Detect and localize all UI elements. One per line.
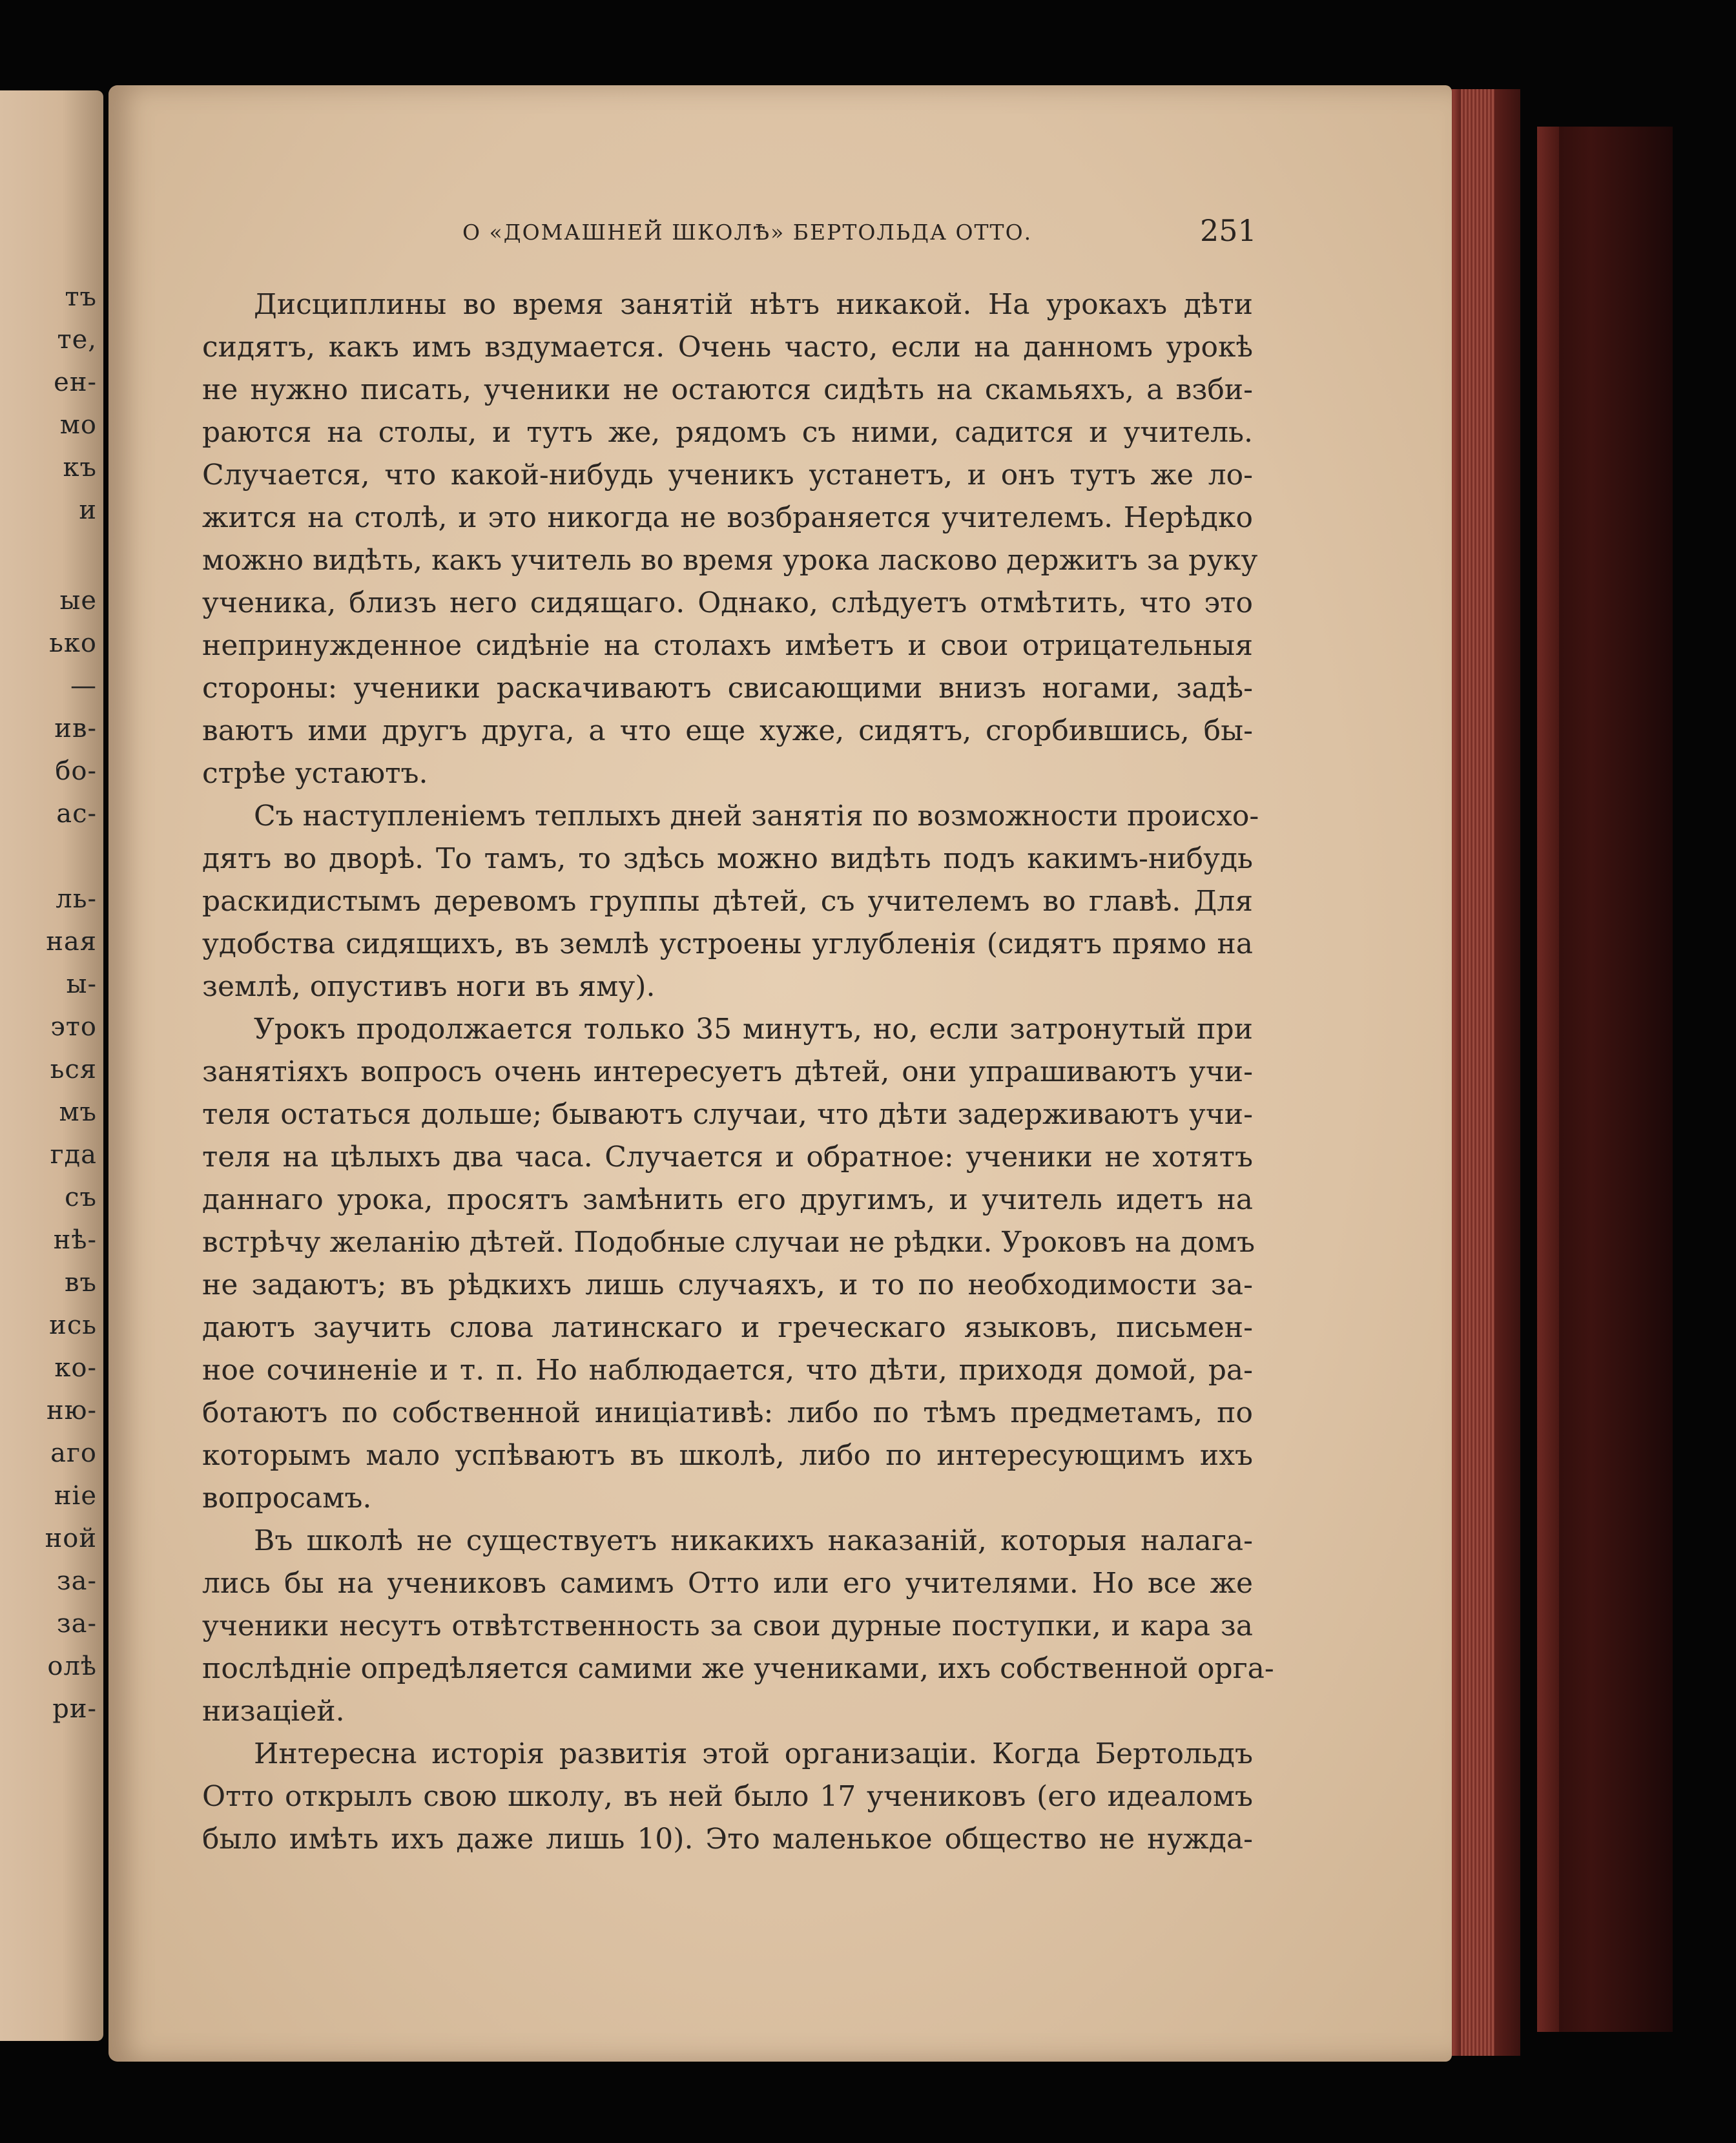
left-page-fragment: ко- <box>54 1353 97 1383</box>
text-line: ученика, близъ него сидящаго. Однако, слѣдуетъ отмѣтить, что это <box>202 586 1253 619</box>
left-page-fragment: это <box>50 1012 97 1042</box>
left-page-fragment: мъ <box>59 1097 97 1127</box>
text-line: было имѣть ихъ даже лишь 10). Это маленькое общество не нужда- <box>202 1823 1253 1856</box>
left-page-fragment: ль- <box>56 884 97 914</box>
left-page-fragment: ен- <box>54 368 97 397</box>
text-line: низаціей. <box>202 1695 345 1728</box>
left-page-fragment: ые <box>59 586 97 616</box>
text-line: лись бы на учениковъ самимъ Отто или его учителями. Но все же <box>202 1567 1253 1600</box>
text-line: землѣ, опустивъ ноги въ яму). <box>202 970 656 1003</box>
left-page-fragment: бо- <box>55 756 97 786</box>
left-page-fragment: ись <box>49 1310 97 1340</box>
text-line: можно видѣть, какъ учитель во время урока ласково держитъ за руку <box>202 544 1258 577</box>
book-cover-edge <box>1537 127 1559 2032</box>
text-line: ное сочиненіе и т. п. Но наблюдается, что дѣти, приходя домой, ра- <box>202 1354 1253 1387</box>
left-page-fragment: олѣ <box>47 1651 97 1681</box>
text-line: удобства сидящихъ, въ землѣ устроены углубленія (сидятъ прямо на <box>202 927 1253 960</box>
left-page-fragment: ніе <box>54 1481 97 1511</box>
text-line: вопросамъ. <box>202 1482 372 1515</box>
left-page-fragment: ри- <box>52 1694 97 1724</box>
left-page-fragment: ню- <box>46 1396 97 1425</box>
text-line: Въ школѣ не существуетъ никакихъ наказаній, которыя налага- <box>254 1524 1253 1557</box>
text-line: которымъ мало успѣваютъ въ школѣ, либо по интересующимъ ихъ <box>202 1439 1253 1472</box>
page-block-edge <box>1494 89 1520 2056</box>
page-number: 251 <box>1200 213 1257 248</box>
text-line: сидятъ, какъ имъ вздумается. Очень часто, если на данномъ урокѣ <box>202 331 1253 364</box>
text-line: дятъ во дворѣ. То тамъ, то здѣсь можно видѣть подъ какимъ-нибудь <box>202 842 1253 875</box>
left-page-fragment: ас- <box>56 799 97 829</box>
text-line: раскидистымъ деревомъ группы дѣтей, съ учителемъ во главѣ. Для <box>202 885 1253 918</box>
text-line: Интересна исторія развитія этой организаціи. Когда Бертольдъ <box>254 1737 1253 1770</box>
text-line: не задаютъ; въ рѣдкихъ лишь случаяхъ, и то по необходимости за- <box>202 1268 1253 1301</box>
left-page-edge <box>0 90 103 2041</box>
text-line: Съ наступленіемъ теплыхъ дней занятія по возможности происхо- <box>254 800 1259 833</box>
text-line: послѣдніе опредѣляется самими же учениками, ихъ собственной орга- <box>202 1652 1274 1685</box>
left-page-fragment: въ <box>65 1268 97 1298</box>
left-page-fragment: гда <box>50 1140 97 1170</box>
text-line: теля на цѣлыхъ два часа. Случается и обратное: ученики не хотятъ <box>202 1141 1253 1174</box>
text-line: ботаютъ по собственной иниціативѣ: либо по тѣмъ предметамъ, по <box>202 1396 1253 1429</box>
text-line: занятіяхъ вопросъ очень интересуетъ дѣтей, они упрашиваютъ учи- <box>202 1055 1253 1088</box>
left-page-fragment: аго <box>50 1438 97 1468</box>
left-page-fragment: ной <box>45 1524 97 1553</box>
left-page-fragment: ься <box>50 1055 97 1084</box>
left-page-fragment: мо <box>59 410 97 440</box>
running-head: О «ДОМАШНЕЙ ШКОЛѢ» БЕРТОЛЬДА ОТТО. <box>462 220 1033 245</box>
left-page-fragment: къ <box>63 453 97 482</box>
left-page-fragment: ы- <box>66 969 97 999</box>
text-line: Урокъ продолжается только 35 минутъ, но, если затронутый при <box>254 1013 1253 1046</box>
text-line: стрѣе устаютъ. <box>202 757 428 790</box>
text-line: встрѣчу желанію дѣтей. Подобные случаи не рѣдки. Уроковъ на домъ <box>202 1226 1256 1259</box>
left-page-fragment: за- <box>56 1609 97 1639</box>
text-line: не нужно писать, ученики не остаются сидѣть на скамьяхъ, а взби- <box>202 373 1253 406</box>
left-page-fragment: — <box>70 671 97 701</box>
text-line: даннаго урока, просятъ замѣнить его другимъ, и учитель идетъ на <box>202 1183 1253 1216</box>
left-page-fragment: съ <box>65 1183 97 1212</box>
page-block-edge <box>1461 89 1494 2056</box>
left-page-fragment: тъ <box>65 282 97 312</box>
text-line: непринужденное сидѣніе на столахъ имѣетъ и свои отрицательныя <box>202 629 1253 662</box>
text-line: ваютъ ими другъ друга, а что еще хуже, сидятъ, сгорбившись, бы- <box>202 714 1253 747</box>
left-page-fragment: те, <box>57 325 97 355</box>
text-line: теля остаться дольше; бываютъ случаи, что дѣти задерживаютъ учи- <box>202 1098 1253 1131</box>
text-line: даютъ заучить слова латинскаго и греческаго языковъ, письмен- <box>202 1311 1253 1344</box>
left-page-fragment: ив- <box>54 714 97 743</box>
text-line: раются на столы, и тутъ же, рядомъ съ ними, садится и учитель. <box>202 416 1253 449</box>
left-page-fragment: нѣ- <box>53 1225 97 1255</box>
left-page-fragment: ная <box>46 927 97 957</box>
text-line: Дисциплины во время занятій нѣтъ никакой. На урокахъ дѣти <box>254 288 1253 321</box>
text-line: Случается, что какой-нибудь ученикъ устанетъ, и онъ тутъ же ло- <box>202 459 1253 492</box>
text-line: жится на столѣ, и это никогда не возбраняется учителемъ. Нерѣдко <box>202 501 1253 534</box>
text-line: Отто открылъ свою школу, въ ней было 17 учениковъ (его идеаломъ <box>202 1780 1253 1813</box>
text-line: ученики несутъ отвѣтственность за свои дурные поступки, и кара за <box>202 1610 1253 1642</box>
text-line: стороны: ученики раскачиваютъ свисающими внизъ ногами, задѣ- <box>202 672 1253 705</box>
left-page-fragment: за- <box>56 1566 97 1596</box>
left-page-fragment: и <box>79 495 97 525</box>
left-page-fragment: ько <box>49 628 97 658</box>
